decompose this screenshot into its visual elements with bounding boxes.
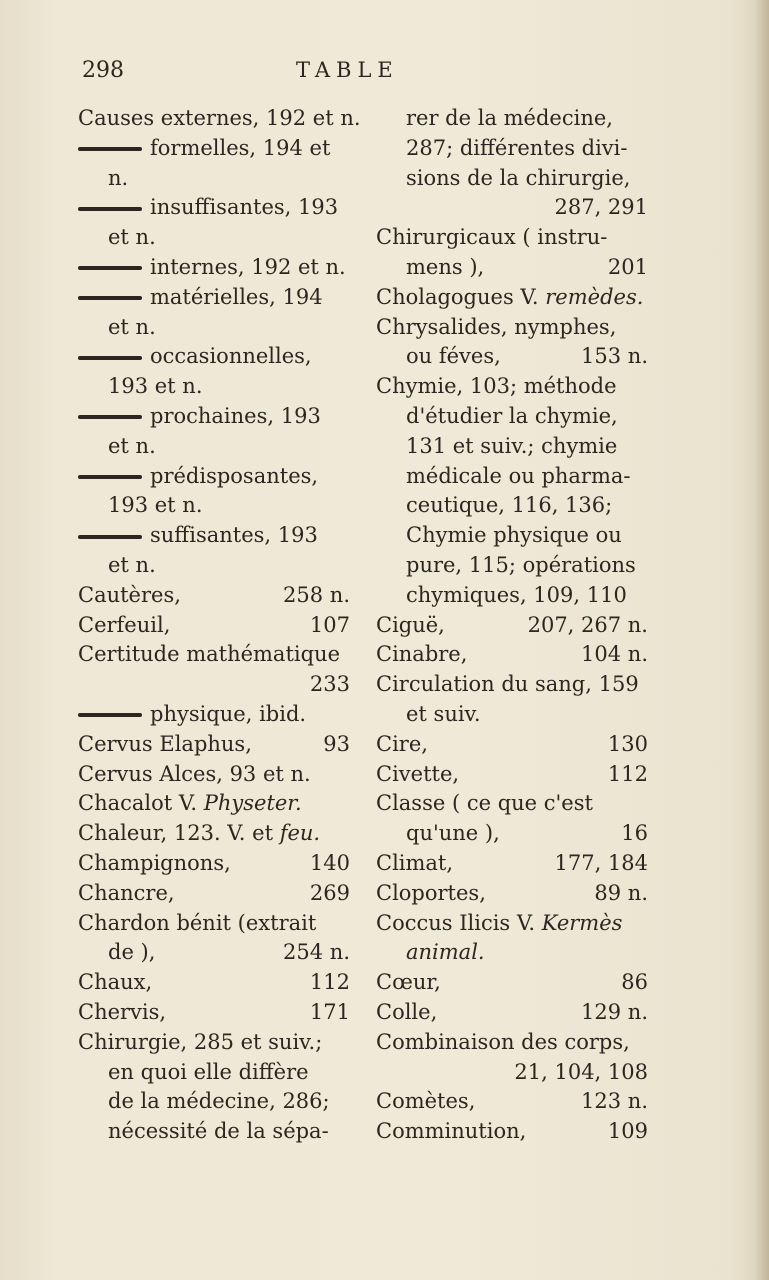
index-entry-text: [376, 670, 639, 700]
index-entry: [376, 789, 648, 819]
entry-label: ceutique, 116, 136;: [406, 493, 613, 518]
entry-label: internes, 192 et n.: [150, 254, 346, 279]
index-entry-text: [78, 581, 181, 611]
entry-label: 287; différentes divi-: [406, 135, 628, 160]
index-entry: [376, 1087, 648, 1117]
index-entry-text: [406, 521, 622, 551]
index-entry-text: [78, 104, 361, 134]
entry-label: sions de la chirurgie,: [406, 165, 631, 190]
index-entry: [376, 402, 648, 432]
index-entry: [78, 968, 350, 998]
index-entry: [78, 760, 350, 790]
index-entry-text: [78, 730, 252, 760]
entry-page-ref: 130: [607, 731, 648, 756]
entry-label: Chervis,: [78, 999, 167, 1024]
index-entry: [78, 819, 350, 849]
index-entry-text: [376, 789, 593, 819]
entry-label: Comètes,: [376, 1089, 476, 1114]
entry-label: Chrysalides, nymphes,: [376, 314, 617, 339]
index-entry-text: [376, 879, 486, 909]
entry-label: 131 et suiv.; chymie: [406, 433, 618, 458]
index-entry: [78, 253, 350, 283]
index-entry: [376, 551, 648, 581]
index-entry-text: [78, 521, 318, 551]
index-column-right: [376, 104, 648, 1147]
entry-page-ref: 129 n.: [581, 999, 648, 1024]
entry-label: Cholagogues V.: [376, 284, 546, 309]
entry-label: physique, ibid.: [150, 701, 307, 726]
index-entry-text: [78, 968, 152, 998]
index-entry: [376, 879, 648, 909]
entry-label: ou féves,: [406, 344, 501, 369]
index-entry-text: [406, 700, 481, 730]
entry-label: Ciguë,: [376, 612, 445, 637]
index-entry: [376, 521, 648, 551]
entry-label: Chymie, 103; méthode: [376, 374, 617, 399]
index-entry-text: [108, 313, 156, 343]
index-entry-text: [406, 462, 631, 492]
index-entry: [78, 998, 350, 1028]
entry-label: Chardon bénit (extrait: [78, 910, 317, 935]
entry-page-ref: 123 n.: [581, 1089, 648, 1114]
index-entry: [78, 611, 350, 641]
entry-label: Coccus Ilicis V.: [376, 910, 542, 935]
entry-page-ref: 171: [309, 999, 350, 1024]
index-entry-text: [376, 849, 453, 879]
index-entry-text: [78, 253, 346, 283]
entry-label: Cinabre,: [376, 642, 468, 667]
entry-label: et n.: [108, 552, 156, 577]
index-entry-text: [108, 1058, 309, 1088]
index-entry: [78, 938, 350, 968]
index-entry-text: [406, 134, 627, 164]
index-entry: [78, 372, 350, 402]
index-entry: [376, 730, 648, 760]
index-entry-text: [376, 223, 607, 253]
ditto-dash: [78, 296, 142, 300]
entry-label: Chacalot V.: [78, 791, 204, 816]
ditto-dash: [78, 415, 142, 419]
entry-label: médicale ou pharma-: [406, 463, 631, 488]
entry-page-ref: 207, 267 n.: [527, 612, 648, 637]
index-entry-text: [376, 998, 437, 1028]
index-entry-text: [376, 640, 467, 670]
entry-label: de la médecine, 286;: [108, 1089, 330, 1114]
entry-label: rer de la médecine,: [406, 106, 613, 130]
index-entry-text: [78, 193, 338, 223]
entry-label: Cœur,: [376, 970, 441, 995]
ditto-dash: [78, 535, 142, 539]
index-entry: [376, 938, 648, 968]
index-entry-text: [78, 342, 312, 372]
index-entry: [376, 253, 648, 283]
entry-label: chymiques, 109, 110: [406, 582, 627, 607]
index-entry-text: [376, 1087, 475, 1117]
index-entry: [78, 521, 350, 551]
entry-label: mens ),: [406, 254, 485, 279]
page-header: [78, 52, 648, 92]
entry-label: Chirurgie, 285 et suiv.;: [78, 1029, 323, 1054]
entry-label: en quoi elle diffère: [108, 1059, 309, 1084]
entry-label: pure, 115; opérations: [406, 552, 636, 577]
index-entry: [376, 432, 648, 462]
index-entry: [78, 700, 350, 730]
index-entry-text: [376, 1028, 630, 1058]
entry-label: suffisantes, 193: [150, 523, 318, 548]
index-entry-text: [108, 372, 203, 402]
running-head: TABLE: [296, 58, 399, 82]
index-entry: [376, 164, 648, 194]
entry-label: Cervus Elaphus,: [78, 731, 252, 756]
index-entry-text: [108, 938, 155, 968]
index-entry-text: [108, 1087, 330, 1117]
entry-label: n.: [108, 165, 129, 190]
entry-page-ref: 233: [309, 672, 350, 697]
index-entry: [78, 849, 350, 879]
index-entry-text: [108, 1117, 329, 1147]
index-entry-text: [78, 462, 318, 492]
entry-label: Chymie physique ou: [406, 523, 622, 548]
index-entry: [376, 909, 648, 939]
entry-reference-italic: animal.: [406, 940, 485, 965]
index-entry: [78, 789, 350, 819]
entry-label: formelles, 194 et: [150, 135, 331, 160]
entry-reference-italic: feu.: [279, 821, 321, 846]
entry-page-ref: 89 n.: [594, 880, 648, 905]
index-entry-text: [78, 819, 320, 849]
entry-reference-italic: Physeter.: [203, 791, 302, 816]
index-entry-text: [78, 760, 311, 790]
index-entry: [78, 283, 350, 313]
index-entry-text: [406, 402, 618, 432]
index-entry-text: [406, 432, 617, 462]
index-entry: [78, 164, 350, 194]
entry-page-ref: 112: [309, 970, 350, 995]
entry-page-ref: 177, 184: [554, 850, 648, 875]
index-entry: [376, 998, 648, 1028]
index-entry: [78, 342, 350, 372]
entry-label: de ),: [108, 940, 156, 965]
entry-label: et n.: [108, 314, 156, 339]
ditto-dash: [78, 475, 142, 479]
index-entry: [78, 223, 350, 253]
index-entry: [376, 134, 648, 164]
ditto-dash: [78, 713, 142, 717]
entry-page-ref: 254 n.: [283, 940, 350, 965]
index-entry-text: [406, 164, 630, 194]
entry-page-ref: 140: [309, 850, 350, 875]
entry-label: et suiv.: [406, 701, 481, 726]
index-entry-text: [108, 432, 156, 462]
page-edge-shadow: [755, 0, 769, 1280]
entry-reference-italic: remèdes.: [545, 284, 644, 309]
index-entry-text: [78, 909, 316, 939]
index-entry: [78, 1028, 350, 1058]
index-entry-text: [78, 1028, 322, 1058]
entry-label: prochaines, 193: [150, 403, 321, 428]
index-entry: [376, 760, 648, 790]
index-entry: [376, 283, 648, 313]
entry-label: Champignons,: [78, 850, 231, 875]
entry-label: Classe ( ce que c'est: [376, 791, 593, 816]
index-entry: [376, 193, 648, 223]
index-entry-text: [376, 372, 617, 402]
entry-label: Colle,: [376, 999, 438, 1024]
entry-page-ref: 258 n.: [283, 582, 350, 607]
index-entry: [376, 849, 648, 879]
index-entry: [78, 491, 350, 521]
index-entry: [78, 879, 350, 909]
entry-page-ref: 93: [323, 731, 350, 756]
ditto-dash: [78, 147, 142, 151]
entry-label: Cloportes,: [376, 880, 486, 905]
page-number: 298: [82, 58, 124, 83]
entry-label: Comminution,: [376, 1119, 527, 1144]
entry-label: Cautères,: [78, 582, 181, 607]
index-entry: [376, 1058, 648, 1088]
entry-label: Climat,: [376, 850, 454, 875]
entry-label: et n.: [108, 433, 156, 458]
index-entry-text: [406, 938, 485, 968]
entry-page-ref: 201: [607, 254, 648, 279]
index-entry-text: [376, 1117, 526, 1147]
index-entry-text: [376, 730, 428, 760]
index-entry: [376, 372, 648, 402]
index-entry-text: [78, 849, 231, 879]
entry-page-ref: 104 n.: [581, 642, 648, 667]
index-entry-text: [406, 104, 613, 134]
index-entry: [376, 1117, 648, 1147]
entry-page-ref: 112: [607, 761, 648, 786]
index-entry: [78, 670, 350, 700]
index-entry-text: [78, 283, 323, 313]
entry-label: Cire,: [376, 731, 428, 756]
index-entry: [376, 700, 648, 730]
index-entry-text: [406, 253, 484, 283]
entry-page-ref: 153 n.: [581, 344, 648, 369]
index-entry: [376, 491, 648, 521]
index-entry: [376, 104, 648, 134]
entry-label: insuffisantes, 193: [150, 195, 339, 220]
index-entry: [78, 462, 350, 492]
index-entry: [78, 134, 350, 164]
index-entry-text: [78, 640, 340, 670]
entry-label: occasionnelles,: [150, 344, 312, 369]
index-entry: [78, 193, 350, 223]
ditto-dash: [78, 207, 142, 211]
entry-page-ref: 269: [309, 880, 350, 905]
index-entry: [376, 342, 648, 372]
index-entry-text: [376, 611, 445, 641]
entry-label: nécessité de la sépa-: [108, 1119, 329, 1144]
entry-label: Certitude mathématique: [78, 642, 341, 667]
entry-label: Combinaison des corps,: [376, 1029, 630, 1054]
index-entry: [78, 402, 350, 432]
index-entry-text: [78, 789, 302, 819]
index-entry: [78, 551, 350, 581]
index-entry-text: [78, 998, 166, 1028]
index-entry: [376, 581, 648, 611]
index-entry: [376, 462, 648, 492]
index-entry: [376, 640, 648, 670]
index-entry-text: [406, 342, 501, 372]
index-entry-text: [78, 402, 321, 432]
index-entry-text: [376, 760, 459, 790]
index-entry-text: [406, 491, 612, 521]
entry-label: matérielles, 194: [150, 284, 323, 309]
entry-label: d'étudier la chymie,: [406, 403, 618, 428]
entry-reference-italic: Kermès: [541, 910, 623, 935]
entry-label: Chaux,: [78, 970, 153, 995]
entry-label: et n.: [108, 225, 156, 250]
entry-label: Civette,: [376, 761, 460, 786]
index-entry: [376, 968, 648, 998]
index-entry: [376, 819, 648, 849]
index-entry-text: [78, 134, 330, 164]
entry-page-ref: 86: [621, 970, 648, 995]
index-entry: [78, 1087, 350, 1117]
entry-label: qu'une ),: [406, 821, 500, 846]
entry-label: 193 et n.: [108, 493, 203, 518]
entry-label: Chancre,: [78, 880, 175, 905]
index-entry: [78, 730, 350, 760]
index-entry: [78, 1058, 350, 1088]
index-entry-text: [108, 164, 128, 194]
entry-page-ref: 287, 291: [554, 195, 648, 220]
index-entry-text: [376, 283, 643, 313]
index-entry-text: [376, 909, 622, 939]
index-entry-text: [376, 968, 441, 998]
index-entry: [78, 581, 350, 611]
index-entry-text: [78, 611, 170, 641]
ditto-dash: [78, 356, 142, 360]
entry-page-ref: 109: [607, 1119, 648, 1144]
entry-label: 193 et n.: [108, 374, 203, 399]
entry-label: Causes externes, 192 et n.: [78, 106, 361, 130]
index-entry: [376, 313, 648, 343]
entry-label: prédisposantes,: [150, 463, 319, 488]
ditto-dash: [78, 266, 142, 270]
index-entry: [376, 223, 648, 253]
index-column-left: [78, 104, 361, 1147]
index-entry: [78, 640, 350, 670]
entry-label: Circulation du sang, 159: [376, 672, 639, 697]
index-entry-text: [406, 581, 627, 611]
entry-label: Chaleur, 123. V. et: [78, 821, 280, 846]
index-entry: [78, 104, 361, 134]
entry-label: Cervus Alces, 93 et n.: [78, 761, 311, 786]
index-entry-text: [78, 700, 306, 730]
entry-page-ref: 16: [621, 821, 648, 846]
entry-page-ref: 21, 104, 108: [514, 1059, 648, 1084]
index-entry: [78, 313, 350, 343]
index-entry-text: [406, 551, 636, 581]
index-entry-text: [108, 223, 156, 253]
entry-label: Cerfeuil,: [78, 612, 171, 637]
index-entry-text: [78, 879, 175, 909]
index-entry: [376, 611, 648, 641]
index-entry: [78, 432, 350, 462]
index-entry: [78, 909, 350, 939]
index-entry: [78, 1117, 350, 1147]
entry-label: Chirurgicaux ( instru-: [376, 225, 608, 250]
index-entry-text: [108, 551, 156, 581]
index-entry: [376, 670, 648, 700]
index-entry-text: [406, 819, 500, 849]
index-entry-text: [376, 313, 616, 343]
index-entry: [376, 1028, 648, 1058]
entry-page-ref: 107: [309, 612, 350, 637]
index-entry-text: [108, 491, 203, 521]
